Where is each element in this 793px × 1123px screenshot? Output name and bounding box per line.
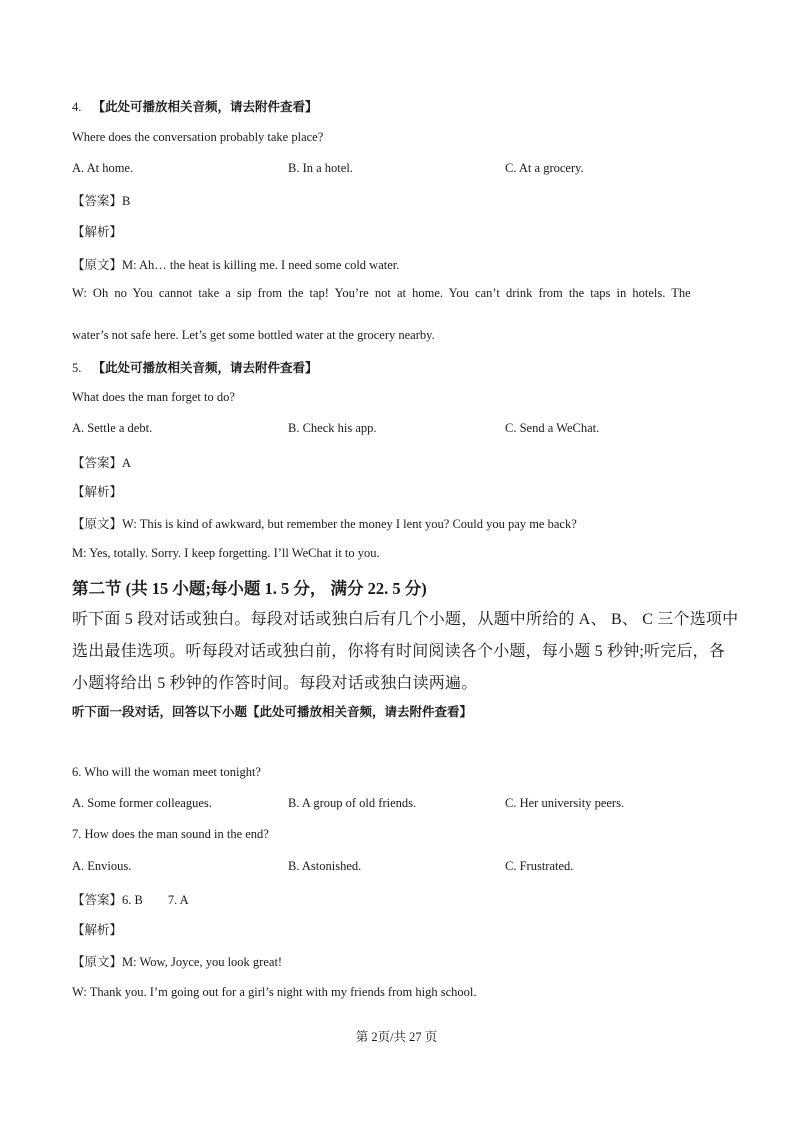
dialogue-intro[interactable]: 听下面一段对话，回答以下小题【此处可播放相关音频，请去附件查看】 — [72, 705, 473, 719]
q4-analysis-label: 【解析】 — [72, 225, 123, 239]
q4-option-c: C. At a grocery. — [505, 161, 584, 175]
q4-number: 4. — [72, 100, 82, 114]
q67-analysis-label: 【解析】 — [72, 923, 123, 937]
q5-transcript-line: M: Yes, totally. Sorry. I keep forgetting. I’ll WeChat it to you. — [72, 546, 380, 560]
q67-transcript-line: 【原文】M: Wow, Joyce, you look great! — [72, 955, 283, 969]
q5-option-c: C. Send a WeChat. — [505, 421, 600, 435]
q7-option-a: A. Envious. — [72, 859, 132, 873]
q5-option-b: B. Check his app. — [288, 421, 377, 435]
q4-option-b: B. In a hotel. — [288, 161, 353, 175]
q4-transcript-line: W: Oh no You cannot take a sip from the tap! You’re not at home. You can’t drink from the taps in hotels. The — [72, 286, 691, 300]
q5-question: What does the man forget to do? — [72, 390, 235, 404]
q4-option-a: A. At home. — [72, 161, 134, 175]
q6-option-b: B. A group of old friends. — [288, 796, 417, 810]
q7-option-c: C. Frustrated. — [505, 859, 574, 873]
q4-question: Where does the conversation probably take place? — [72, 130, 324, 144]
q6-option-a: A. Some former colleagues. — [72, 796, 212, 810]
q5-number: 5. — [72, 361, 82, 375]
q4-audio-link[interactable]: 【此处可播放相关音频，请去附件查看】 — [92, 100, 318, 114]
section2-instruction-line: 选出最佳选项。听每段对话或独白前，你将有时间阅读各个小题，每小题 5 秒钟;听完后，各 — [72, 643, 726, 660]
q5-audio-link[interactable]: 【此处可播放相关音频，请去附件查看】 — [92, 361, 318, 375]
section2-instruction-line: 小题将给出 5 秒钟的作答时间。每段对话或独白读两遍。 — [72, 675, 478, 692]
q4-transcript-line: water’s not safe here. Let’s get some bottled water at the grocery nearby. — [72, 328, 435, 342]
q4-transcript-line: 【原文】M: Ah… the heat is killing me. I need some cold water. — [72, 258, 400, 272]
q5-transcript-line: 【原文】W: This is kind of awkward, but remember the money I lent you? Could you pay me back? — [72, 517, 577, 531]
section2-instruction-line: 听下面 5 段对话或独白。每段对话或独白后有几个小题，从题中所给的 A、 B、 C 三个选项中 — [72, 611, 739, 628]
q7-question: 7. How does the man sound in the end? — [72, 827, 269, 841]
q5-answer: 【答案】A — [72, 456, 132, 470]
q5-option-a: A. Settle a debt. — [72, 421, 153, 435]
q67-transcript-line: W: Thank you. I’m going out for a girl’s night with my friends from high school. — [72, 985, 477, 999]
q6-option-c: C. Her university peers. — [505, 796, 625, 810]
section2-title: 第二节 (共 15 小题;每小题 1. 5 分， 满分 22. 5 分) — [72, 579, 427, 598]
q5-header — [72, 358, 318, 376]
q4-answer: 【答案】B — [72, 194, 131, 208]
q67-answer: 【答案】6. B 7. A — [72, 893, 189, 907]
q4-header — [72, 97, 318, 115]
q7-option-b: B. Astonished. — [288, 859, 362, 873]
page-footer: 第 2页/共 27 页 — [355, 1030, 438, 1044]
q5-analysis-label: 【解析】 — [72, 485, 123, 499]
q6-question: 6. Who will the woman meet tonight? — [72, 765, 261, 779]
